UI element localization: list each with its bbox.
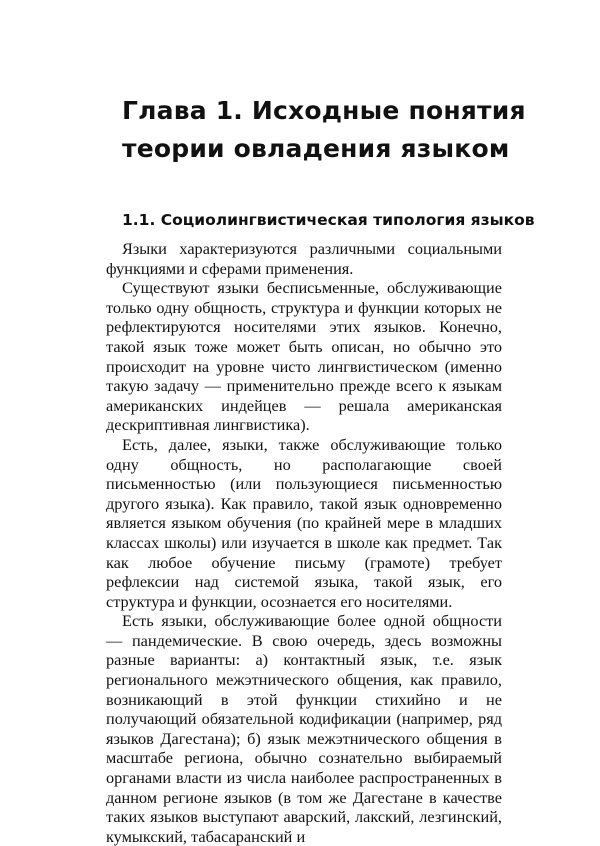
body-text	[106, 239, 502, 846]
section-title: 1.1. Социолингвистическая типология языков	[122, 211, 535, 229]
paragraph-2: Существуют языки бесписьменные, обслуживающие только одну общность, структура и функции которых не рефлектируются носителями этих языков. Конечно, такой язык тоже может быть описан, но обычно это происходит на уровне чисто лингвистическом (именно такую задачу — применительно прежде всего к языкам американских индейцев — решала американская дескриптивная лингвистика).	[106, 278, 502, 435]
paragraph-3: Есть, далее, языки, также обслуживающие только одну общность, но располагающие своей письменностью (или пользующиеся письменностью другого языка). Как правило, такой язык одновременно является языком обучения (по крайней мере в младших классах школы) или изучается в школе как предмет. Так как любое обучение письму (грамоте) требует рефлексии над системой языка, такой язык, его структура и функции, осознается его носителями.	[106, 434, 502, 611]
chapter-title-line-1: Глава 1. Исходные понятия	[122, 96, 526, 125]
chapter-title-line-2: теории овладения языком	[122, 134, 510, 163]
paragraph-4: Есть языки, обслуживающие более одной общности — пандемические. В свою очередь, здесь возможны разные варианты: а) контактный язык, т.е. язык регионального межэтнического общения, как правило, возникающий в этой функции стихийно и не получающий обязательной кодификации (например, ряд языков Дагестана); б) язык межэтнического общения в масштабе региона, обычно сознательно выбираемый органами власти из числа наиболее распространенных в данном регионе языков (в том же Дагестане в качестве таких языков выступают аварский, лакский, лезгинский, кумыкский, табасаранский и	[106, 611, 502, 846]
chapter-title	[122, 92, 526, 168]
paragraph-1: Языки характеризуются различными социальными функциями и сферами применения.	[106, 239, 502, 278]
